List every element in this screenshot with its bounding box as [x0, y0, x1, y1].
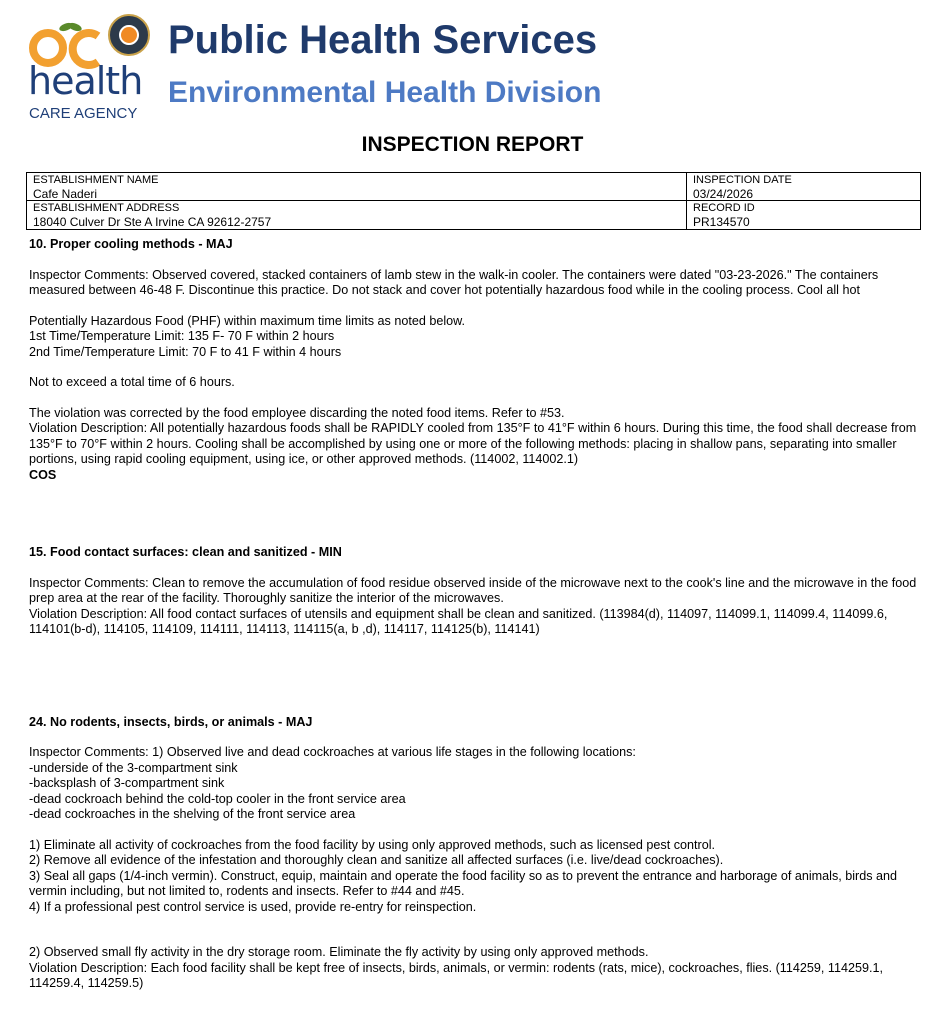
address-value: 18040 Culver Dr Ste A Irvine CA 92612-2757 [33, 215, 272, 229]
record-id-value: PR134570 [693, 215, 750, 229]
inspection-date-value: 03/24/2026 [693, 187, 754, 201]
report-title: INSPECTION REPORT [361, 133, 584, 156]
time-limit-note: Not to exceed a total time of 6 hours. [29, 375, 235, 389]
violations-body [29, 237, 919, 992]
correction-note: The violation was corrected by the food employee discarding the noted food items. Refer to #53. [29, 405, 565, 420]
inspector-comments: Inspector Comments: Clean to remove the accumulation of food residue observed inside of the microwave next to the cook's line and the microwave in the food prep area at the rear of the facility. Thoroughly sanitize the interior of the microwaves. [29, 575, 917, 605]
logo-care-agency-text: CARE AGENCY [29, 105, 138, 122]
record-id-label: RECORD ID [693, 202, 755, 214]
violation-description: Violation Description: Each food facility shall be kept free of insects, birds, animals, or vermin: rodents (rats, mice), cockroaches, flies. (114259, 114259.1, 114259.4, 114259.5) [29, 960, 883, 990]
phf-limits: Potentially Hazardous Food (PHF) within maximum time limits as noted below. 1st Time/Temperature Limit: 135 F- 70 F within 2 hours 2nd Time/Temperature Limit: 70 F to 41 F within 4 hours [29, 313, 466, 359]
establishment-name-label: ESTABLISHMENT NAME [33, 174, 159, 186]
logo-health-text: health [28, 59, 143, 103]
page-subtitle: Environmental Health Division [168, 76, 602, 109]
establishment-info-table [26, 172, 921, 230]
record-id-cell [687, 201, 920, 229]
address-cell [27, 201, 687, 229]
inspection-date-label: INSPECTION DATE [693, 174, 792, 186]
violation-description: Violation Description: All food contact surfaces of utensils and equipment shall be clean and sanitized. (113984(d), 114097, 114099.1, 114099.4, 114099.6, 114101(b-d), 114105, 114109, 114111, 114113, 114115(a, b ,d), 114117, 114125(b), 114141) [29, 606, 888, 636]
corrective-actions: 1) Eliminate all activity of cockroaches from the food facility by using only approved methods, such as licensed pest control. 2) Remove all evidence of the infestation and thoroughly clean and sanitize all affected surfaces (i.e. live/dead cockroaches). 3) Seal all gaps (1/4-inch vermin). Construct, equip, maintain and operate the food facility so as to prevent the entrance and harborage of animals, birds and vermin including, but not limited to, rodents and insects. Refer to #44 and #45. 4) If a professional pest control service is used, provide re-entry for reinspection. [29, 837, 898, 914]
establishment-name-cell [27, 173, 687, 201]
violation-heading: 24. No rodents, insects, birds, or animals - MAJ [29, 714, 313, 729]
inspection-date-cell [687, 173, 920, 201]
address-label: ESTABLISHMENT ADDRESS [33, 202, 180, 214]
establishment-name-value: Cafe Naderi [33, 187, 98, 201]
violation-heading: 15. Food contact surfaces: clean and sanitized - MIN [29, 545, 342, 559]
cos-marker: COS [29, 467, 57, 482]
violation-description: Violation Description: All potentially hazardous foods shall be RAPIDLY cooled from 135°F to 41°F within 6 hours. During this time, the food shall decrease from 135°F to 70°F within 2 hours. Cooling shall be accomplished by using one or more of the following methods: placing in shallow pans, separating into smaller portions, using rapid cooling equipment, using ice, or other approved methods. (114002, 114002.1) [29, 421, 917, 466]
oc-health-care-agency-logo [26, 14, 156, 122]
page-title: Public Health Services [168, 18, 598, 62]
violation-heading: 10. Proper cooling methods - MAJ [29, 237, 233, 251]
county-seal-icon [108, 14, 150, 56]
fly-activity-comment: 2) Observed small fly activity in the dry storage room. Eliminate the fly activity by using only approved methods. [29, 945, 649, 959]
inspector-comments: Inspector Comments: Observed covered, stacked containers of lamb stew in the walk-in cooler. The containers were dated "03-23-2026." The containers measured between 46-48 F. Discontinue this practice. Do not stack and cover hot potentially hazardous food while in the cooling process. Cool all hot [29, 267, 879, 297]
inspector-comments: Inspector Comments: 1) Observed live and dead cockroaches at various life stages in the following locations: -underside of the 3-compartment sink -backsplash of 3-compartment sink -dead cockroach behind the cold-top cooler in the front service area -dead cockroaches in the shelving of the front service area [29, 745, 636, 821]
